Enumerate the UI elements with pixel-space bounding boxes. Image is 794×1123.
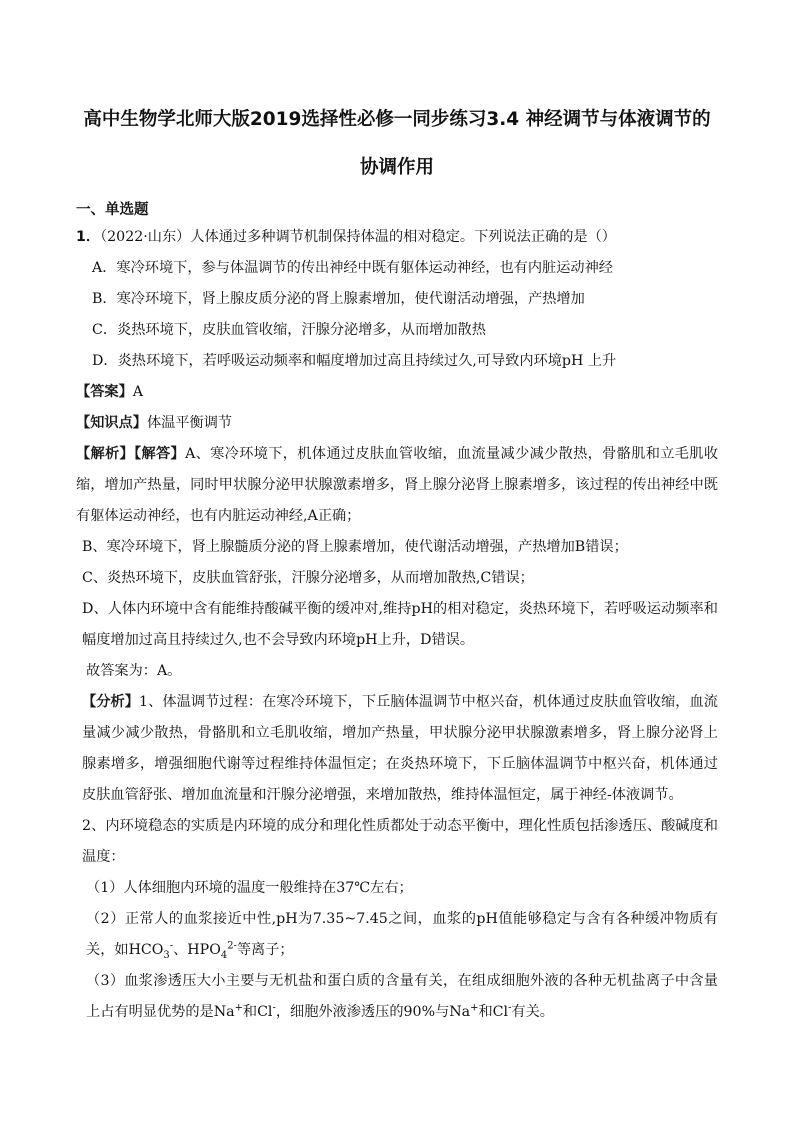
fenxi-sub-3-text-d: 和Cl	[478, 1004, 509, 1020]
ion-subscript: 3	[163, 949, 170, 961]
fenxi-sub-1: （1）人体细胞内环境的温度一般维持在37℃左右；	[86, 880, 413, 896]
analysis-para-3: C、炎热环境下，皮肤血管舒张，汗腺分泌增多，从而增加散热,C错误；	[82, 570, 534, 586]
answer-label: 【答案】	[76, 384, 133, 400]
analysis-para-1	[76, 439, 718, 532]
section-heading: 一、单选题	[76, 202, 149, 218]
fenxi-label: 【分析】	[82, 694, 139, 710]
analysis-para-4: D、人体内环境中含有能维持酸碱平衡的缓冲对,维持pH的相对稳定，炎热环境下，若呼吸运动频率和幅度增加过高且持续过久,也不会导致内环境pH上升，D错误。	[82, 601, 718, 648]
fenxi-sub-2-text-mid: 、HPO	[173, 942, 221, 958]
answer-value: A	[132, 384, 144, 400]
fenxi-point-1	[76, 687, 718, 811]
document-page	[76, 96, 718, 1028]
ion-superscript: +	[234, 1002, 243, 1014]
ion-superscript: +	[470, 1002, 479, 1014]
fenxi-sub-3	[76, 966, 718, 1028]
fenxi-point-2: 2、内环境稳态的实质是内环境的成分和理化性质都处于动态平衡中，理化性质包括渗透压、酸碱度和温度：	[82, 818, 718, 865]
answer-row	[76, 377, 718, 408]
fenxi-sub-3-text-b: 和Cl	[242, 1004, 273, 1020]
analysis-conclusion: 故答案为：A。	[86, 663, 182, 679]
option-d: D．炎热环境下，若呼吸运动频率和幅度增加过高且持续过久,可导致内环境pH 上升	[92, 353, 617, 369]
knowledge-label: 【知识点】	[76, 415, 147, 431]
question-number: 1．	[76, 229, 101, 245]
fenxi-sub-2-text-end: 等离子；	[236, 942, 294, 958]
ion-superscript: 2-	[227, 940, 237, 952]
fenxi-point-1-text: 1、体温调节过程：在寒冷环境下，下丘脑体温调节中枢兴奋，机体通过皮肤血管收缩，血流量减少减少散热，骨骼肌和立毛肌收缩，增加产热量，甲状腺分泌甲状腺激素增多，肾上腺分泌肾上腺素增多，增强细胞代谢等过程维持体温恒定；在炎热环境下，下丘脑体温调节中枢兴奋，机体通过皮肤血管舒张、增加血流量和汗腺分泌增强，来增加散热，维持体温恒定，属于神经-体液调节。	[82, 694, 718, 803]
analysis-para-1-text: A、寒冷环境下，机体通过皮肤血管收缩，血流量减少减少散热，骨骼肌和立毛肌收缩，增加产热量，同时甲状腺分泌甲状腺激素增多，肾上腺分泌肾上腺素增多，该过程的传出神经中既有躯体运动神经，也有内脏运动神经,A正确；	[76, 446, 719, 524]
option-b: B．寒冷环境下，肾上腺皮质分泌的肾上腺素增加，使代谢活动增强，产热增加	[92, 291, 585, 307]
document-title-line-1: 高中生物学北师大版2019选择性必修一同步练习3.4 神经调节与体液调节的	[83, 109, 711, 130]
analysis-label: 【解析】【解答】	[76, 446, 186, 462]
fenxi-sub-3-text-e: 有关。	[511, 1004, 554, 1020]
fenxi-sub-3-text-c: ，细胞外液渗透压的90%与Na	[275, 1004, 471, 1020]
option-a: A．寒冷环境下，参与体温调节的传出神经中既有躯体运动神经，也有内脏运动神经	[92, 260, 613, 276]
ion-subscript: 4	[220, 949, 228, 961]
ion-superscript: -	[272, 1002, 276, 1014]
option-c: C．炎热环境下，皮肤血管收缩，汗腺分泌增多，从而增加散热	[92, 322, 486, 338]
fenxi-sub-3-text-a: （3）血浆渗透压大小主要与无机盐和蛋白质的含量有关，在组成细胞外液的各种无机盐离子中含量上占有明显优势的是Na	[86, 973, 718, 1020]
knowledge-value: 体温平衡调节	[146, 415, 233, 431]
document-title-line-2: 协调作用	[359, 157, 434, 178]
analysis-para-2: B、寒冷环境下，肾上腺髓质分泌的肾上腺素增加，使代谢活动增强，产热增加B错误；	[82, 539, 628, 555]
ion-superscript: -	[508, 1002, 512, 1014]
knowledge-row	[76, 408, 718, 439]
fenxi-sub-2-text-a: （2）正常人的血浆接近中性,pH为7.35~7.45之间，血浆的pH值能够稳定与含有各种缓冲物质有关，如HCO	[86, 911, 718, 958]
question-stem	[76, 222, 718, 253]
ion-superscript: -	[169, 940, 174, 952]
question-stem-text: （2022·山东）人体通过多种调节机制保持体温的相对稳定。下列说法正确的是（）	[100, 229, 616, 245]
fenxi-sub-2	[76, 904, 718, 966]
